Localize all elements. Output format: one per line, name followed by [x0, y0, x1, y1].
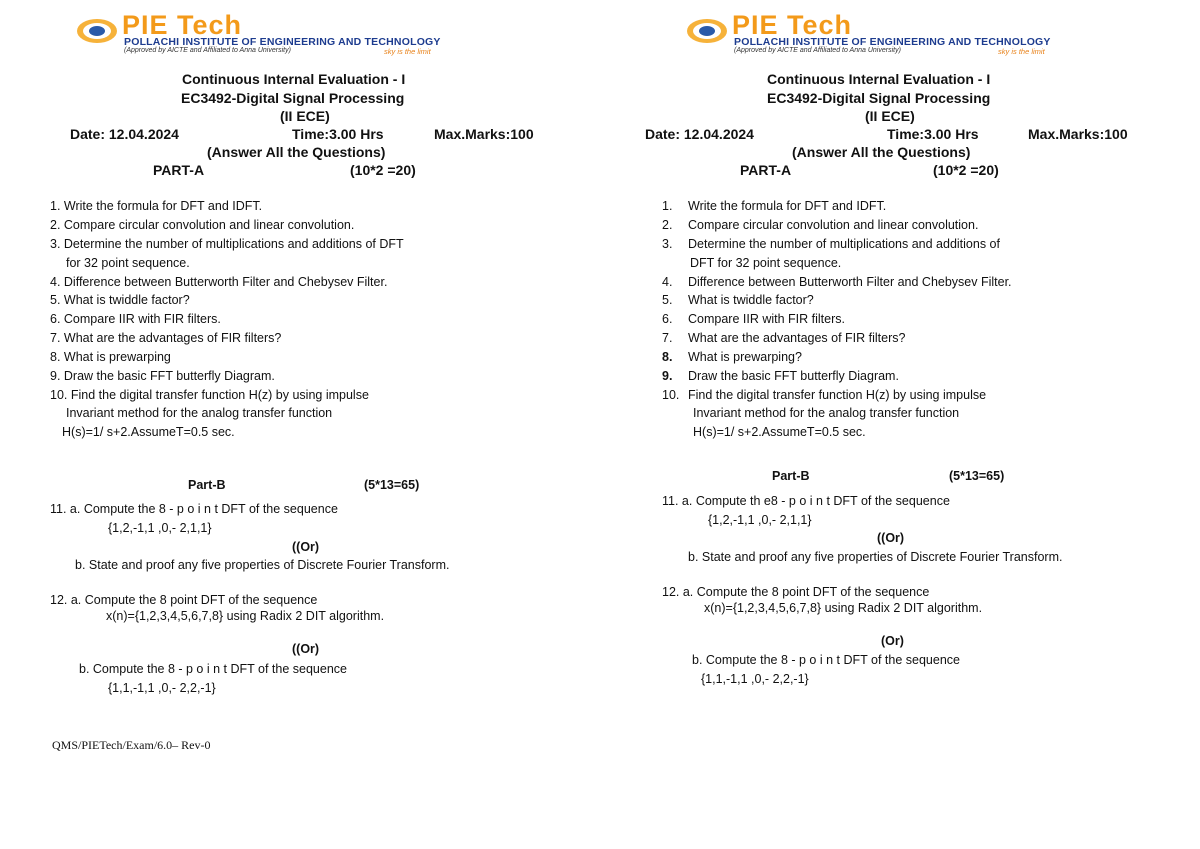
- question-number: 4.: [662, 275, 673, 289]
- question-3: 3. Determine the number of multiplications and additions of DFT: [50, 237, 404, 251]
- question-12b-sequence: {1,1,-1,1 ,0,- 2,2,-1}: [701, 672, 809, 686]
- max-marks: Max.Marks:100: [434, 126, 534, 142]
- question-10-cont: Invariant method for the analog transfer function: [693, 406, 960, 420]
- exam-title: Continuous Internal Evaluation - I: [767, 71, 991, 87]
- part-b-heading: Part-B: [772, 469, 810, 483]
- part-b-marks: (5*13=65): [364, 478, 420, 492]
- seal-icon: [76, 18, 118, 44]
- part-a-heading: PART-A: [153, 162, 205, 178]
- question-number: 7.: [662, 331, 673, 345]
- question-12b: b. Compute the 8 - p o i n t DFT of the sequence: [692, 653, 960, 667]
- question-number: 1.: [662, 199, 673, 213]
- question-4: 4. Difference between Butterworth Filter and Chebysev Filter.: [50, 275, 388, 289]
- question-2: Compare circular convolution and linear convolution.: [688, 218, 979, 232]
- question-12b: b. Compute the 8 - p o i n t DFT of the sequence: [79, 662, 347, 676]
- question-10-formula: H(s)=1/ s+2.AssumeT=0.5 sec.: [62, 425, 235, 439]
- part-a-marks: (10*2 =20): [933, 162, 999, 178]
- part-b-marks: (5*13=65): [949, 469, 1005, 483]
- question-5: What is twiddle factor?: [688, 293, 814, 307]
- question-12a: 12. a. Compute the 8 point DFT of the sequence: [662, 585, 930, 599]
- instruction: (Answer All the Questions): [792, 144, 971, 160]
- question-number: 8.: [662, 350, 673, 364]
- question-5: 5. What is twiddle factor?: [50, 293, 190, 307]
- question-4: Difference between Butterworth Filter and Chebysev Filter.: [688, 275, 1012, 289]
- exam-time: Time:3.00 Hrs: [292, 126, 384, 142]
- question-10-cont: Invariant method for the analog transfer function: [66, 406, 333, 420]
- footer-code: QMS/PIETech/Exam/6.0– Rev-0: [52, 738, 211, 752]
- question-12b-sequence: {1,1,-1,1 ,0,- 2,2,-1}: [108, 681, 216, 695]
- question-12a: 12. a. Compute the 8 point DFT of the sequence: [50, 593, 318, 607]
- or-label: ((Or): [292, 540, 320, 554]
- exam-date: Date: 12.04.2024: [645, 126, 754, 142]
- exam-title: Continuous Internal Evaluation - I: [182, 71, 406, 87]
- question-number: 10.: [662, 388, 680, 402]
- part-b-heading: Part-B: [188, 478, 226, 492]
- question-12a-sequence: x(n)={1,2,3,4,5,6,7,8} using Radix 2 DIT algorithm.: [106, 609, 385, 623]
- question-number: 6.: [662, 312, 673, 326]
- part-a-heading: PART-A: [740, 162, 792, 178]
- or-label: (Or): [881, 634, 904, 648]
- question-10-formula: H(s)=1/ s+2.AssumeT=0.5 sec.: [693, 425, 866, 439]
- question-10: 10. Find the digital transfer function H(z) by using impulse: [50, 388, 369, 402]
- course-title: EC3492-Digital Signal Processing: [181, 90, 405, 106]
- question-11a: 11. a. Compute th e8 - p o i n t DFT of the sequence: [662, 494, 950, 508]
- brand-name: PIE Tech: [122, 10, 243, 40]
- question-number: 5.: [662, 293, 673, 307]
- approval-text: (Approved by AICTE and Affiliated to Anna University): [124, 47, 291, 54]
- question-number: 3.: [662, 237, 673, 251]
- question-11a-sequence: {1,2,-1,1 ,0,- 2,1,1}: [108, 521, 212, 535]
- seal-icon: [686, 18, 728, 44]
- question-11b: b. State and proof any five properties of Discrete Fourier Transform.: [75, 558, 450, 572]
- question-6: Compare IIR with FIR filters.: [688, 312, 845, 326]
- question-11a-sequence: {1,2,-1,1 ,0,- 2,1,1}: [708, 513, 812, 527]
- institute-logo: [76, 10, 496, 56]
- institute-logo: [686, 10, 1106, 56]
- question-1: 1. Write the formula for DFT and IDFT.: [50, 199, 263, 213]
- question-11a: 11. a. Compute the 8 - p o i n t DFT of the sequence: [50, 502, 338, 516]
- question-11b: b. State and proof any five properties of Discrete Fourier Transform.: [688, 550, 1063, 564]
- question-1: Write the formula for DFT and IDFT.: [688, 199, 887, 213]
- question-7: 7. What are the advantages of FIR filters?: [50, 331, 282, 345]
- approval-text: (Approved by AICTE and Affiliated to Anna University): [734, 47, 901, 54]
- question-9: 9. Draw the basic FFT butterfly Diagram.: [50, 369, 275, 383]
- brand-name: PIE Tech: [732, 10, 853, 40]
- exam-time: Time:3.00 Hrs: [887, 126, 979, 142]
- class-label: (II ECE): [865, 108, 915, 124]
- question-3-cont: for 32 point sequence.: [66, 256, 190, 270]
- instruction: (Answer All the Questions): [207, 144, 386, 160]
- question-number: 9.: [662, 369, 673, 383]
- institute-name: POLLACHI INSTITUTE OF ENGINEERING AND TECHNOLOGY: [124, 36, 441, 48]
- question-number: 2.: [662, 218, 673, 232]
- part-a-marks: (10*2 =20): [350, 162, 416, 178]
- tagline: sky is the limit: [998, 47, 1045, 56]
- class-label: (II ECE): [280, 108, 330, 124]
- question-12a-sequence: x(n)={1,2,3,4,5,6,7,8} using Radix 2 DIT algorithm.: [704, 601, 983, 615]
- question-8: 8. What is prewarping: [50, 350, 171, 364]
- institute-name: POLLACHI INSTITUTE OF ENGINEERING AND TECHNOLOGY: [734, 36, 1051, 48]
- course-title: EC3492-Digital Signal Processing: [767, 90, 991, 106]
- max-marks: Max.Marks:100: [1028, 126, 1128, 142]
- or-label: ((Or): [877, 531, 905, 545]
- exam-date: Date: 12.04.2024: [70, 126, 179, 142]
- question-3-cont: DFT for 32 point sequence.: [690, 256, 842, 270]
- right-page: [600, 0, 1200, 849]
- tagline: sky is the limit: [384, 47, 431, 56]
- or-label: ((Or): [292, 642, 320, 656]
- question-3: Determine the number of multiplications and additions of: [688, 237, 1000, 251]
- question-2: 2. Compare circular convolution and linear convolution.: [50, 218, 355, 232]
- question-9: Draw the basic FFT butterfly Diagram.: [688, 369, 899, 383]
- question-8: What is prewarping?: [688, 350, 802, 364]
- question-7: What are the advantages of FIR filters?: [688, 331, 906, 345]
- question-10: Find the digital transfer function H(z) by using impulse: [688, 388, 987, 402]
- question-6: 6. Compare IIR with FIR filters.: [50, 312, 221, 326]
